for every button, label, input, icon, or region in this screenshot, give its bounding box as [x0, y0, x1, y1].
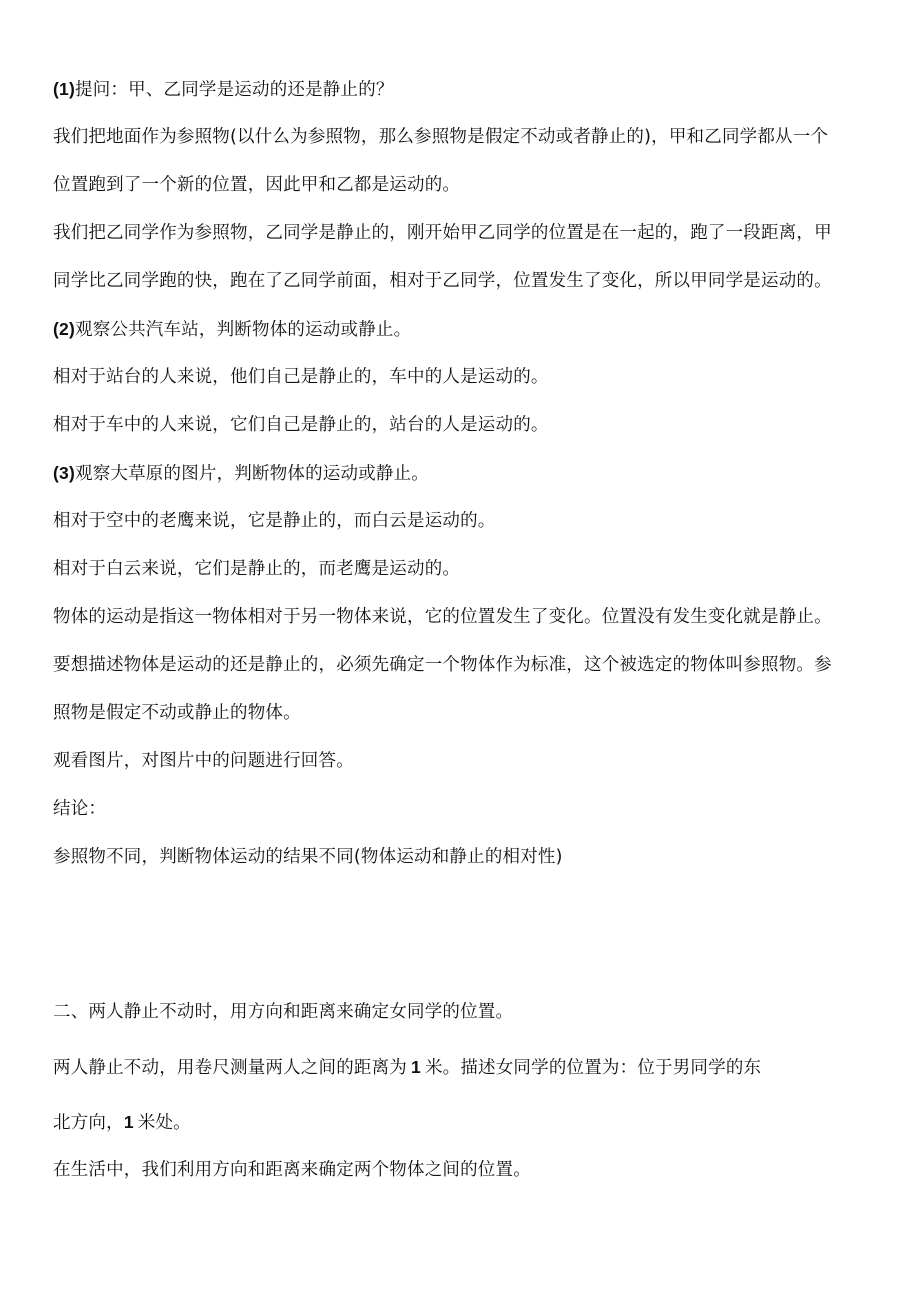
line-text: 观察大草原的图片，判断物体的运动或静止。 [75, 464, 429, 484]
paragraph-line [53, 749, 354, 773]
line-text: 位置跑到了一个新的位置，因此甲和乙都是运动的。 [53, 175, 461, 195]
line-text: 两人静止不动，用卷尺测量两人之间的距离为 [53, 1058, 407, 1078]
paragraph-line [53, 797, 106, 821]
line-text: 提问：甲、乙同学是运动的还是静止的？ [75, 80, 394, 100]
line-text: 要想描述物体是运动的还是静止的，必须先确定一个物体作为标准，这个被选定的物体叫参照物。参 [53, 655, 832, 675]
line-text: 在生活中，我们利用方向和距离来确定两个物体之间的位置。 [53, 1160, 531, 1180]
line-text: 二、两人静止不动时，用方向和距离来确定女同学的位置。 [53, 1002, 514, 1022]
line-text: 北方向， [53, 1113, 124, 1133]
paragraph-line [53, 701, 301, 725]
line-text: 观看图片，对图片中的问题进行回答。 [53, 751, 354, 771]
paragraph-line [53, 269, 832, 293]
paragraph-line [53, 317, 411, 342]
item-number: (3) [53, 463, 75, 483]
line-text: 相对于车中的人来说，它们自己是静止的，站台的人是运动的。 [53, 415, 549, 435]
line-text: 结论： [53, 799, 107, 819]
paragraph-line [53, 365, 549, 389]
paragraph-line [53, 557, 460, 581]
paragraph-line [53, 413, 549, 437]
line-text: 物体的运动是指这一物体相对于另一物体来说，它的位置发生了变化。位置没有发生变化就是静止。 [53, 607, 832, 627]
line-text-after: 米处。 [137, 1113, 191, 1133]
paragraph-line [53, 509, 496, 533]
paragraph-line [53, 653, 832, 677]
paragraph-line [53, 125, 828, 149]
paragraph-line [53, 1158, 531, 1182]
line-text: 相对于站台的人来说，他们自己是静止的，车中的人是运动的。 [53, 367, 549, 387]
paragraph-line [53, 221, 832, 245]
item-number: (1) [53, 79, 75, 99]
paragraph-line [53, 845, 563, 869]
paragraph-line [53, 461, 429, 486]
paragraph-line [53, 173, 460, 197]
line-text: 我们把地面作为参照物(以什么为参照物，那么参照物是假定不动或者静止的)，甲和乙同学都从一个 [53, 127, 829, 147]
line-text-after: 米。描述女同学的位置为：位于男同学的东 [424, 1058, 762, 1078]
item-number: (2) [53, 319, 75, 339]
line-text: 照物是假定不动或静止的物体。 [53, 703, 301, 723]
section-heading [53, 1000, 513, 1024]
paragraph-line [53, 605, 832, 629]
inline-number: 1 [411, 1057, 421, 1077]
line-text: 参照物不同，判断物体运动的结果不同(物体运动和静止的相对性) [53, 847, 563, 867]
line-text: 我们把乙同学作为参照物，乙同学是静止的，刚开始甲乙同学的位置是在一起的，跑了一段距离，甲 [53, 223, 832, 243]
paragraph-line [53, 1110, 191, 1135]
paragraph-line [53, 77, 394, 102]
line-text: 观察公共汽车站，判断物体的运动或静止。 [75, 320, 412, 340]
line-text: 同学比乙同学跑的快，跑在了乙同学前面，相对于乙同学，位置发生了变化，所以甲同学是运动的。 [53, 271, 832, 291]
line-text: 相对于白云来说，它们是静止的，而老鹰是运动的。 [53, 559, 461, 579]
inline-number: 1 [123, 1112, 134, 1132]
paragraph-line [53, 1055, 761, 1080]
line-text: 相对于空中的老鹰来说，它是静止的，而白云是运动的。 [53, 511, 496, 531]
